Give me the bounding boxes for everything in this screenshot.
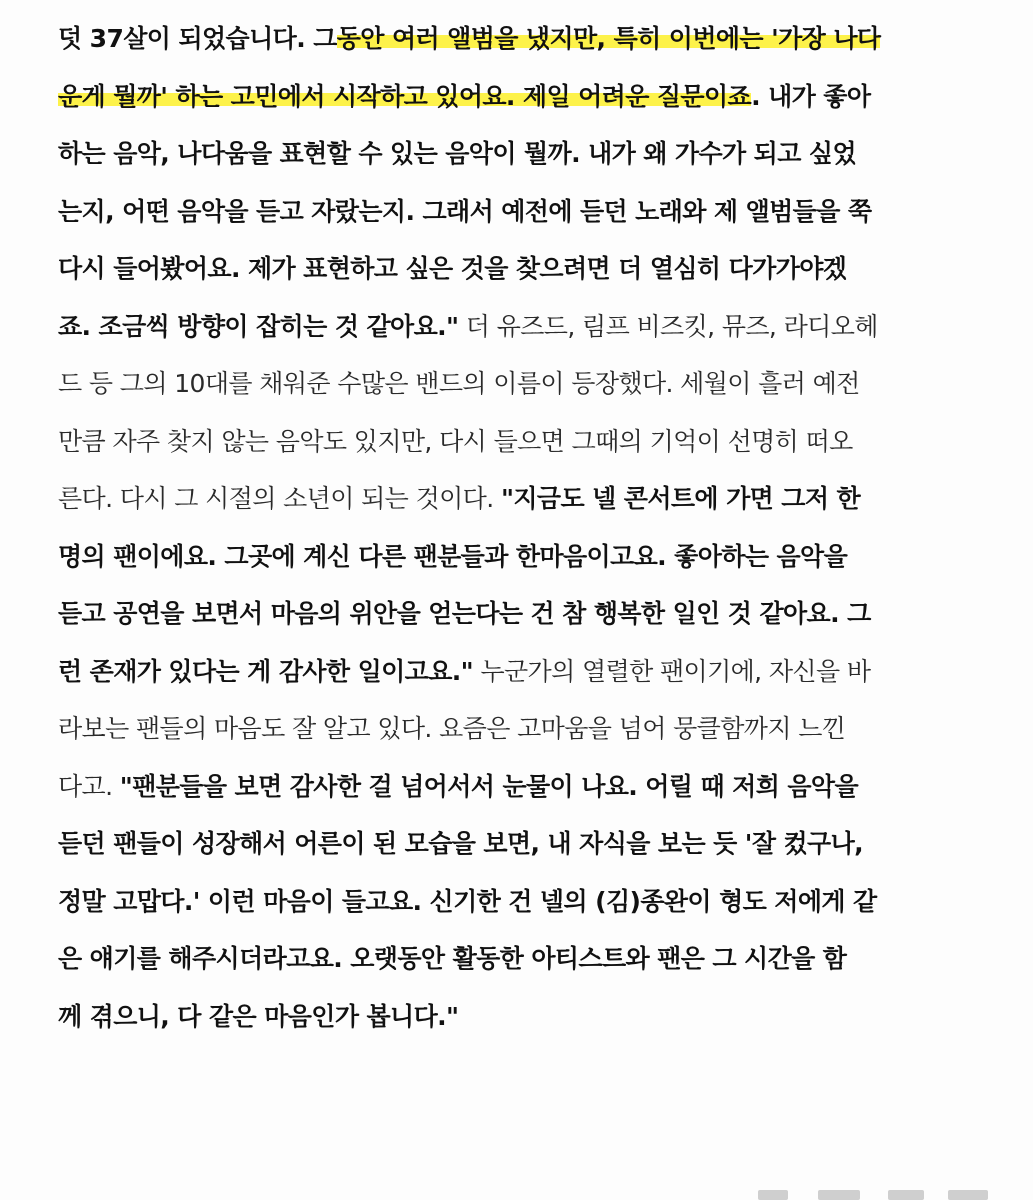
text-line — [58, 643, 988, 701]
text-line — [58, 758, 988, 816]
text-line — [58, 930, 988, 988]
narration-text: 누군가의 열렬한 팬이기에, 자신을 바 — [473, 656, 871, 686]
text-line — [58, 355, 988, 413]
quote-text: 듣던 팬들이 성장해서 어른이 된 모습을 보면, 내 자식을 보는 듯 '잘 컸구나, — [58, 829, 864, 858]
highlighted-quote-text: 운게 뭘까' 하는 고민에서 시작하고 있어요. 제일 어려운 질문이죠 — [58, 81, 752, 111]
text-line — [58, 528, 988, 586]
quote-text: 는지, 어떤 음악을 듣고 자랐는지. 그래서 예전에 듣던 노래와 제 앨범들을 쭉 — [58, 196, 872, 226]
narration-text: 라보는 팬들의 마음도 잘 알고 있다. 요즘은 고마움을 넘어 뭉클함까지 느낀 — [58, 714, 846, 743]
text-line — [58, 413, 988, 471]
text-line — [58, 700, 988, 758]
narration-text: 다고. — [58, 771, 120, 801]
narration-text: 만큼 자주 찾지 않는 음악도 있지만, 다시 들으면 그때의 기억이 선명히 떠오 — [58, 426, 853, 456]
quote-text: 다시 들어봤어요. 제가 표현하고 싶은 것을 찾으려면 더 열심히 다가가야겠 — [58, 254, 847, 283]
quote-text: 께 겪으니, 다 같은 마음인가 봅니다." — [58, 1001, 459, 1031]
text-line — [58, 470, 988, 528]
text-line — [58, 125, 988, 183]
text-line — [58, 585, 988, 643]
narration-text: 른다. 다시 그 시절의 소년이 되는 것이다. — [58, 484, 501, 513]
quote-text: 하는 음악, 나다움을 표현할 수 있는 음악이 뭘까. 내가 왜 가수가 되고 싶었 — [58, 139, 856, 168]
quote-text: 덧 37살이 되었습니다. 그 — [58, 24, 337, 53]
text-line — [58, 10, 988, 68]
text-line — [58, 815, 988, 873]
cropped-next-line — [58, 1188, 988, 1200]
text-line — [58, 873, 988, 931]
quote-text: 정말 고맙다.' 이런 마음이 들고요. 신기한 건 넬의 (김)종완이 형도 저에게 같 — [58, 886, 877, 916]
interview-body-text — [58, 10, 988, 1045]
text-line — [58, 298, 988, 356]
quote-text: 런 존재가 있다는 게 감사한 일이고요." — [58, 656, 474, 686]
quote-text: 죠. 조금씩 방향이 잡히는 것 같아요." — [58, 311, 459, 341]
text-line — [58, 68, 988, 126]
narration-text: 드 등 그의 10대를 채워준 수많은 밴드의 이름이 등장했다. 세월이 흘러 예전 — [58, 369, 860, 398]
highlighted-quote-text: 동안 여러 앨범을 냈지만, 특히 이번에는 '가장 나다 — [336, 24, 881, 53]
text-line — [58, 183, 988, 241]
quote-text: 명의 팬이에요. 그곳에 계신 다른 팬분들과 한마음이고요. 좋아하는 음악을 — [58, 541, 848, 571]
text-line — [58, 988, 988, 1046]
quote-text: 은 얘기를 해주시더라고요. 오랫동안 활동한 아티스트와 팬은 그 시간을 함 — [58, 944, 847, 973]
narration-text: 더 유즈드, 림프 비즈킷, 뮤즈, 라디오헤 — [458, 311, 878, 341]
quote-text: 듣고 공연을 보면서 마음의 위안을 얻는다는 건 참 행복한 일인 것 같아요. 그 — [58, 599, 871, 628]
quote-text: "팬분들을 보면 감사한 걸 넘어서서 눈물이 나요. 어릴 때 저희 음악을 — [119, 771, 859, 801]
quote-text: . 내가 좋아 — [751, 81, 871, 111]
quote-text: "지금도 넬 콘서트에 가면 그저 한 — [500, 484, 861, 513]
text-line — [58, 240, 988, 298]
